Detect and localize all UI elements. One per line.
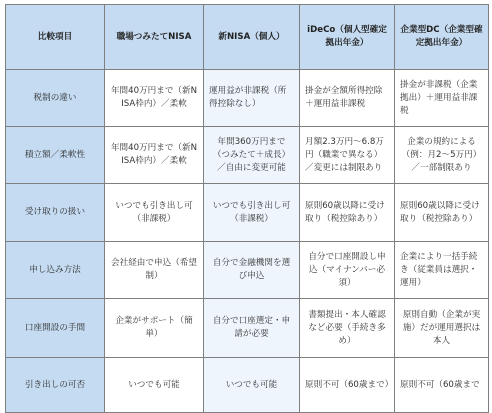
table-cell: 運用益が非課税（所得控除なし） [204, 70, 300, 127]
table-cell: 自分で口座選定・申請が必要 [204, 299, 300, 358]
comparison-table [5, 4, 489, 413]
header-workplace-nisa: 職場つみたてNISA [105, 5, 204, 70]
table-cell: 月額2.3万円〜6.8万円（職業で異なる）／変更には制限あり [300, 127, 395, 184]
table-row [6, 127, 489, 184]
table-header [6, 5, 489, 70]
table-cell: 書類提出・本人確認など必要（手続き多め） [300, 299, 395, 358]
row-label: 口座開設の手間 [6, 299, 105, 358]
header-comparison-item: 比較項目 [6, 5, 105, 70]
table-cell: 掛金が全額所得控除＋運用益非課税 [300, 70, 395, 127]
table-row [6, 70, 489, 127]
row-label: 税制の違い [6, 70, 105, 127]
table-row [6, 184, 489, 242]
table-cell: 企業がサポート（簡単） [105, 299, 204, 358]
header-ideco: iDeCo（個人型確定拠出年金） [300, 5, 395, 70]
table-cell: いつでも可能 [105, 358, 204, 413]
table-cell: 企業の規約による（例：月2〜5万円）／一部制限あり [395, 127, 489, 184]
table-cell: 自分で金融機関を選び申込 [204, 242, 300, 299]
row-label: 申し込み方法 [6, 242, 105, 299]
header-corporate-dc: 企業型DC（企業型確定拠出年金） [395, 5, 489, 70]
table-cell: 原則60歳以降に受け取り（税控除あり） [300, 184, 395, 242]
table-body [6, 70, 489, 413]
row-label: 受け取りの扱い [6, 184, 105, 242]
table-cell: 自分で口座開設し申込（マイナンバー必須） [300, 242, 395, 299]
table-cell: いつでも引き出し可（非課税） [105, 184, 204, 242]
table-cell: 原則自動（企業が実施）だが運用選択は本人 [395, 299, 489, 358]
table-cell: 年間360万円まで（つみたて＋成長）／自由に変更可能 [204, 127, 300, 184]
table-cell: 年間40万円まで（新NISA枠内）／柔軟 [105, 70, 204, 127]
table-cell: 原則不可（60歳まで [395, 358, 489, 413]
header-new-nisa: 新NISA（個人） [204, 5, 300, 70]
table-cell: 企業により一括手続き（従業員は選択・運用） [395, 242, 489, 299]
table-cell: 原則不可（60歳まで） [300, 358, 395, 413]
table-cell: 会社経由で申込（希望制） [105, 242, 204, 299]
row-label: 積立額／柔軟性 [6, 127, 105, 184]
table-row [6, 242, 489, 299]
table-cell: いつでも可能 [204, 358, 300, 413]
table-cell: 年間40万円まで（新NISA枠内）／柔軟 [105, 127, 204, 184]
table-row [6, 299, 489, 358]
header-row [6, 5, 489, 70]
table-cell: 掛金が非課税（企業拠出）＋運用益非課税 [395, 70, 489, 127]
table-row [6, 358, 489, 413]
row-label: 引き出しの可否 [6, 358, 105, 413]
table-cell: いつでも引き出し可（非課税） [204, 184, 300, 242]
table-cell: 原則60歳以降に受け取り（税控除あり） [395, 184, 489, 242]
